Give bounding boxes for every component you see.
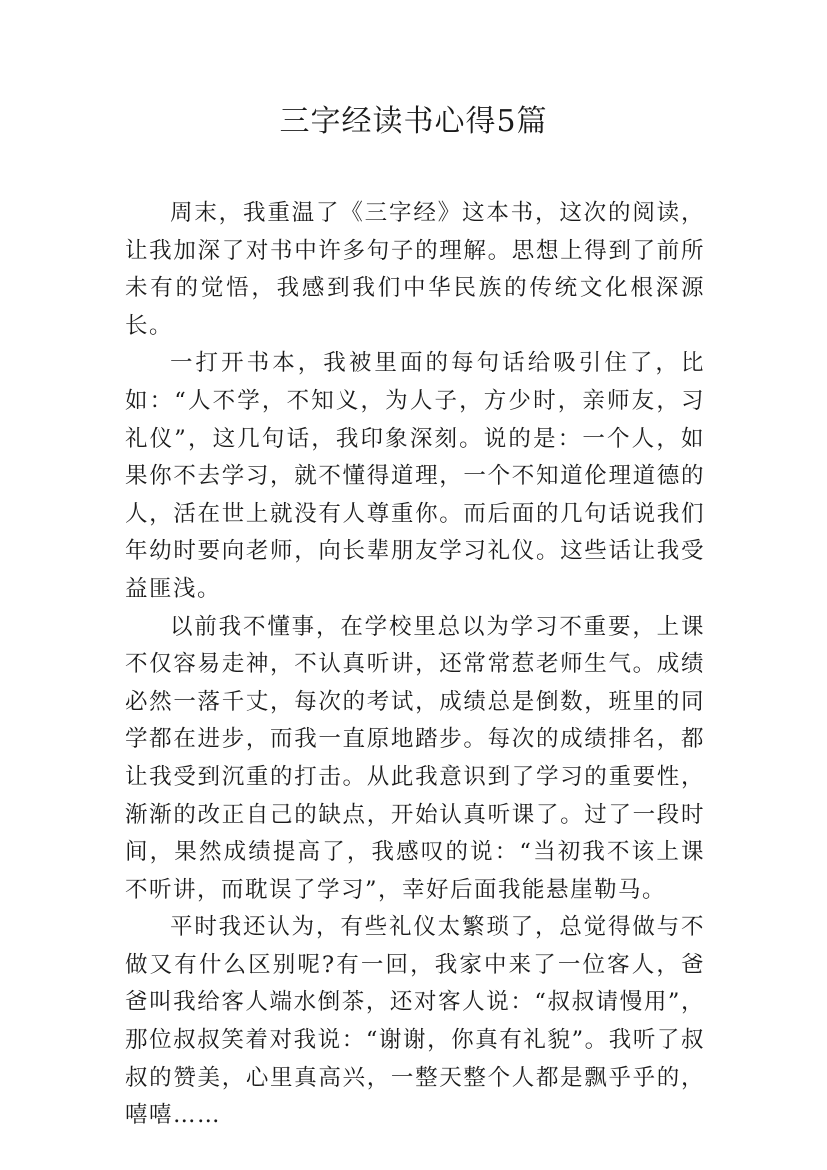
document-title: 三字经读书心得5篇 — [279, 104, 548, 139]
paragraph-2: 一打开书本，我被里面的每句话给吸引住了，比如：“人不学，不知义，为人子，方少时，亲师友，习礼仪”，这几句话，我印象深刻。说的是：一个人，如果你不去学习，就不懂得道理，一个不知道伦理道德的人，活在世上就没有人尊重你。而后面的几句话说我们年幼时要向老师，向长辈朋友学习礼仪。这些话让我受益匪浅。 — [125, 350, 705, 602]
paragraph-4: 平时我还认为，有些礼仪太繁琐了，总觉得做与不做又有什么区别呢?有一回，我家中来了一位客人，爸爸叫我给客人端水倒茶，还对客人说：“叔叔请慢用”，那位叔叔笑着对我说：“谢谢，你真有礼貌”。我听了叔叔的赞美，心里真高兴，一整天整个人都是飘乎乎的，嘻嘻…… — [125, 914, 705, 1129]
paragraph-3: 以前我不懂事，在学校里总以为学习不重要，上课不仅容易走神，不认真听讲，还常常惹老师生气。成绩必然一落千丈，每次的考试，成绩总是倒数，班里的同学都在进步，而我一直原地踏步。每次的成绩排名，都让我受到沉重的打击。从此我意识到了学习的重要性，渐渐的改正自己的缺点，开始认真听课了。过了一段时间，果然成绩提高了，我感叹的说：“当初我不该上课不听讲，而耽误了学习”，幸好后面我能悬崖勒马。 — [125, 613, 705, 903]
document-body — [125, 195, 705, 1135]
paragraph-1: 周末，我重温了《三字经》这本书，这次的阅读，让我加深了对书中许多句子的理解。思想上得到了前所未有的觉悟，我感到我们中华民族的传统文化根深源长。 — [125, 200, 705, 339]
